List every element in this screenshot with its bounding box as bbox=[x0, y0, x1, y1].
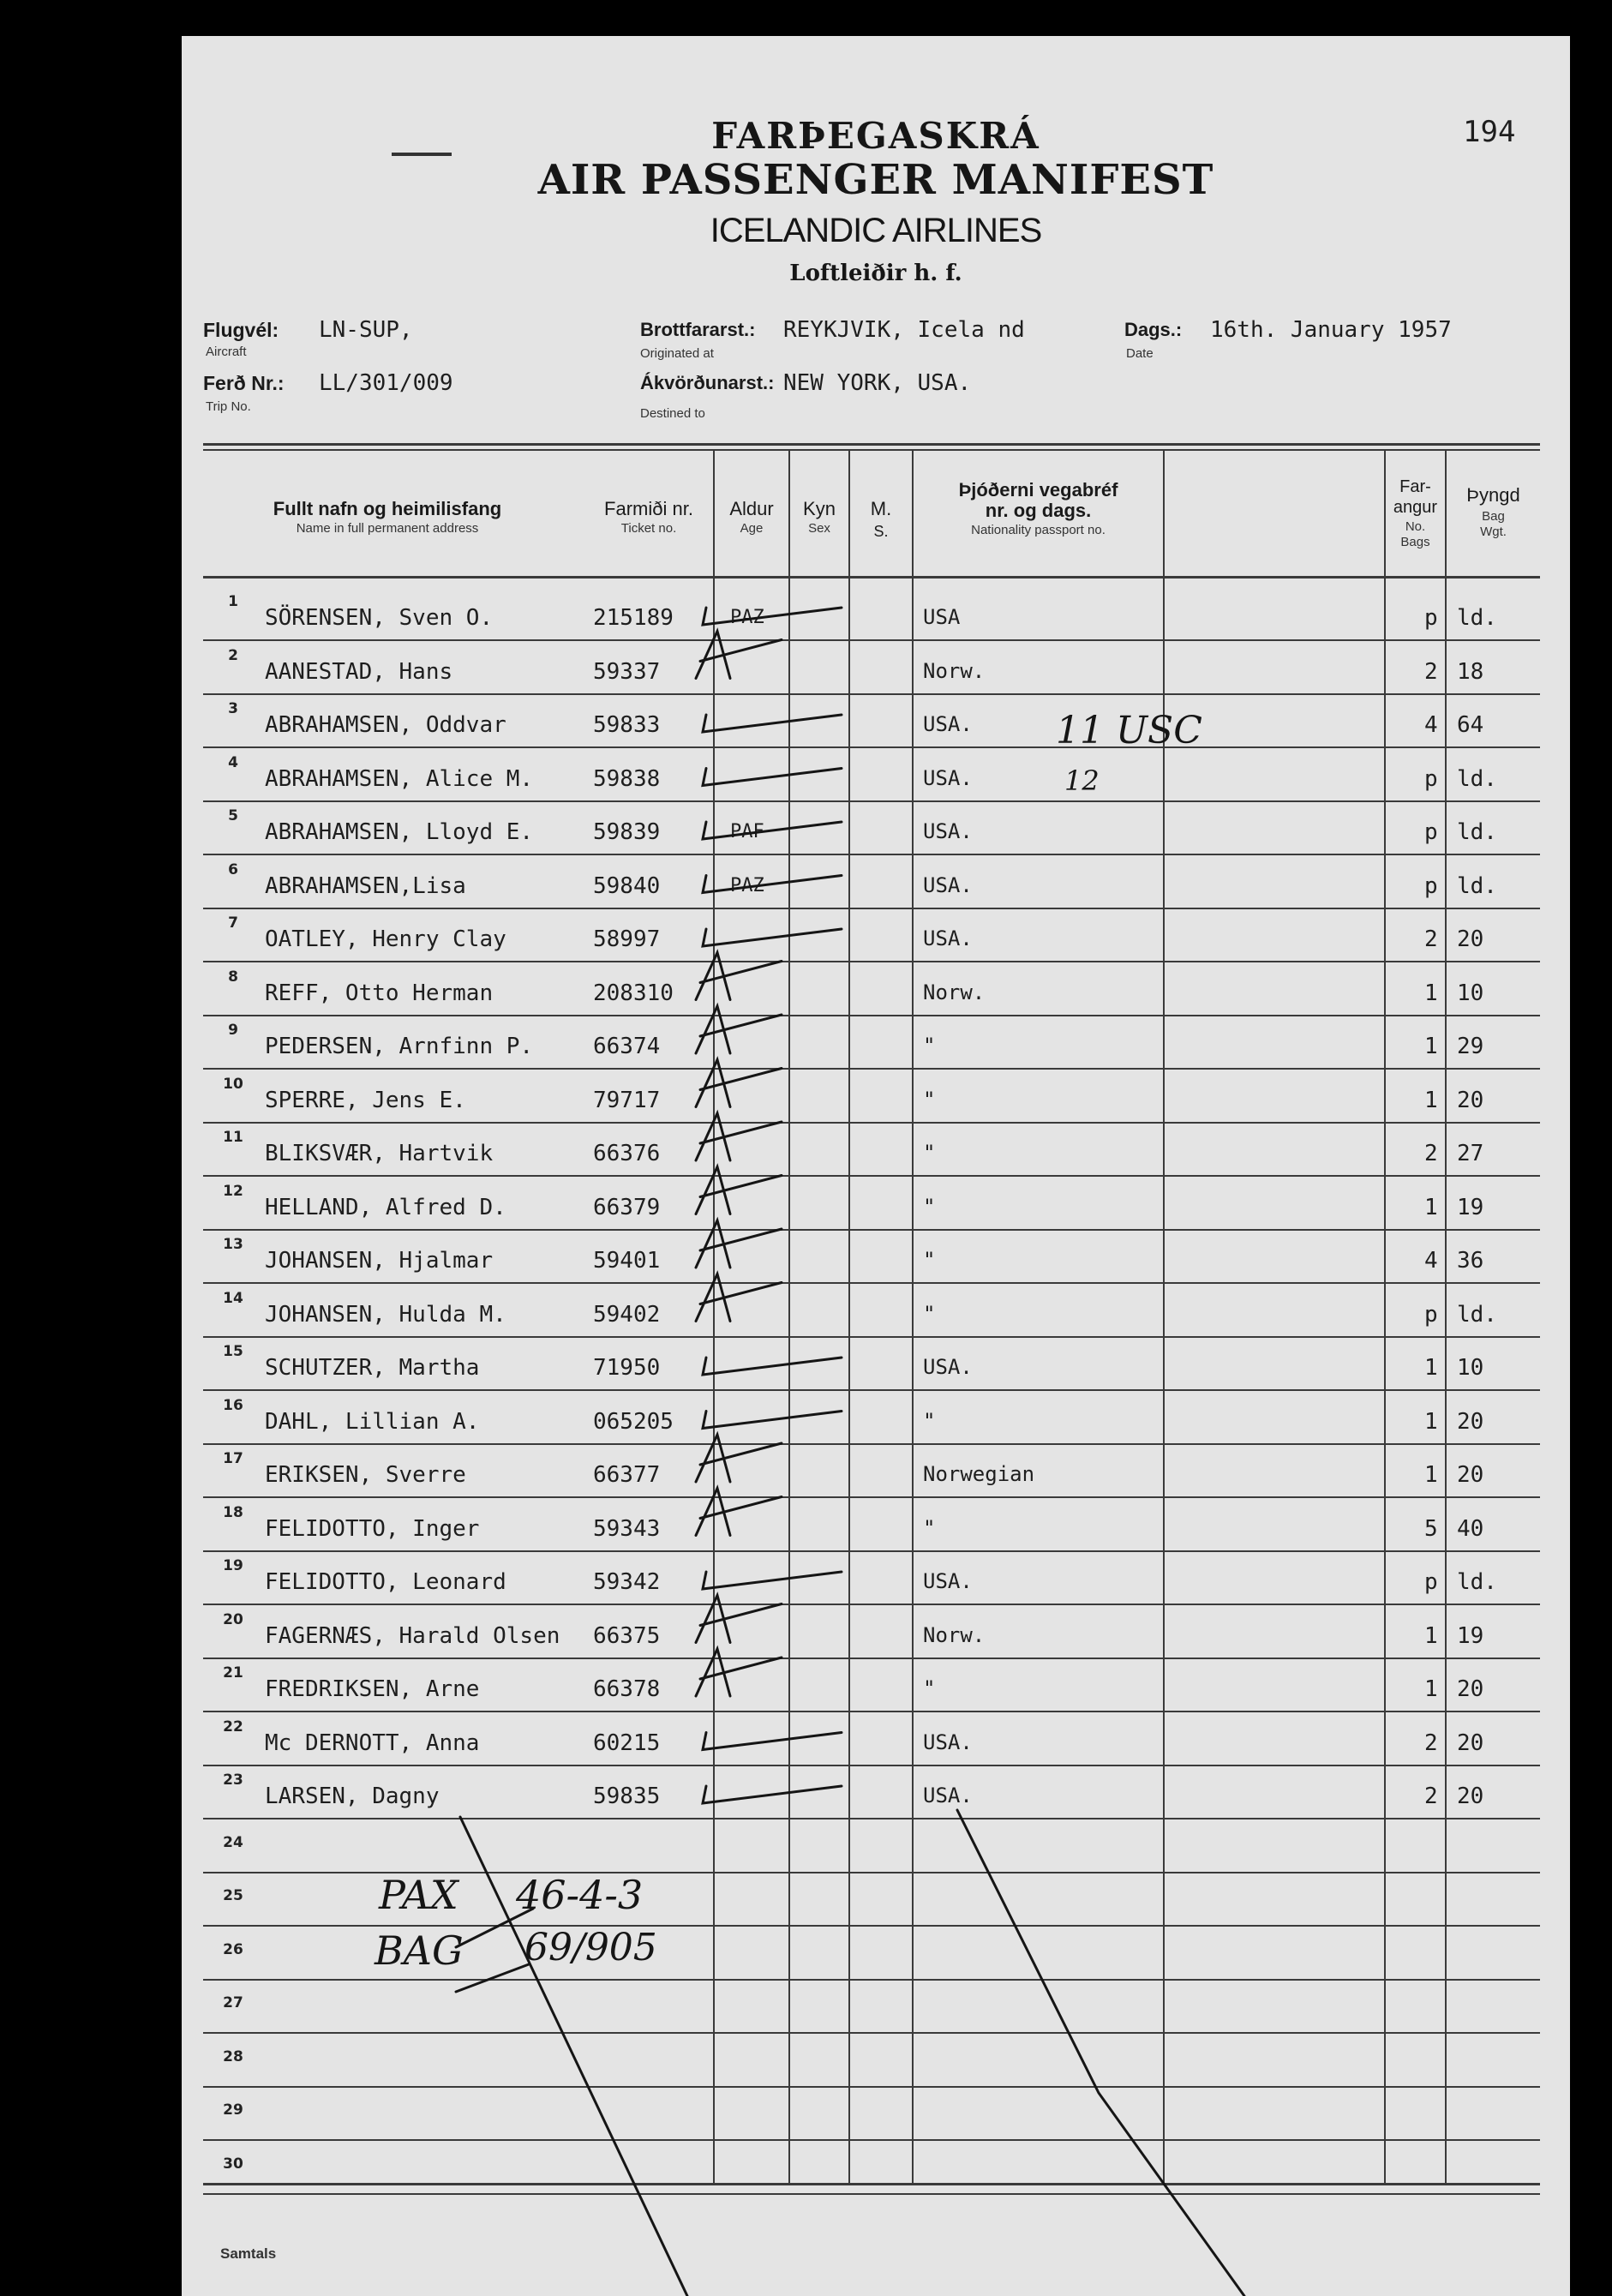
handwritten-pax-label: PAX bbox=[379, 1872, 458, 1918]
age-value: PAF bbox=[730, 821, 764, 842]
ticket-number: 66374 bbox=[593, 1034, 661, 1059]
bag-weight: ld. bbox=[1457, 605, 1497, 631]
bags-count: p bbox=[1424, 819, 1438, 845]
age-value: PAZ bbox=[730, 874, 764, 896]
nationality-value: USA. bbox=[923, 765, 973, 790]
bags-count: 2 bbox=[1424, 1783, 1438, 1809]
row-number: 10 bbox=[223, 1075, 243, 1093]
handwritten-check-mark bbox=[703, 1733, 842, 1750]
row-number: 9 bbox=[228, 1022, 238, 1039]
handwritten-a-mark bbox=[696, 1060, 782, 1107]
header-nationality-sub: Nationality passport no. bbox=[971, 523, 1106, 537]
header-name-sub: Name in full permanent address bbox=[296, 521, 479, 536]
bags-count: 1 bbox=[1424, 1462, 1438, 1488]
row-number: 30 bbox=[223, 2155, 243, 2173]
bags-count: 1 bbox=[1424, 1087, 1438, 1113]
bag-weight: 36 bbox=[1457, 1248, 1484, 1274]
nationality-value: USA. bbox=[923, 872, 973, 897]
bag-weight: ld. bbox=[1457, 1301, 1497, 1328]
bags-count: 5 bbox=[1424, 1515, 1438, 1542]
bags-count: 1 bbox=[1424, 1194, 1438, 1220]
ticket-number: 59835 bbox=[593, 1783, 661, 1809]
handwritten-12: 12 bbox=[1064, 764, 1100, 797]
row-number: 14 bbox=[223, 1289, 243, 1307]
handwritten-bag-label: BAG bbox=[375, 1927, 464, 1974]
bags-count: p bbox=[1424, 872, 1438, 899]
row-number: 11 bbox=[223, 1129, 243, 1146]
row-number: 21 bbox=[223, 1664, 243, 1682]
ticket-number: 59838 bbox=[593, 765, 661, 792]
ticket-number: 59401 bbox=[593, 1248, 661, 1274]
nationality-value: Norw. bbox=[923, 1622, 986, 1647]
handwritten-bag-count: 69/905 bbox=[524, 1926, 657, 1969]
passenger-name: SCHUTZER, Martha bbox=[265, 1355, 480, 1381]
destination-value: NEW YORK, USA. bbox=[783, 370, 972, 396]
bags-count: 1 bbox=[1424, 1622, 1438, 1649]
passenger-name: OATLEY, Henry Clay bbox=[265, 926, 506, 952]
row-number: 3 bbox=[228, 700, 238, 717]
title-english: AIR PASSENGER MANIFEST bbox=[537, 156, 1214, 204]
bag-weight: 10 bbox=[1457, 1355, 1484, 1381]
handwritten-check-mark bbox=[703, 769, 842, 786]
ticket-number: 59840 bbox=[593, 872, 661, 899]
nationality-value: " bbox=[923, 1301, 936, 1326]
bag-weight: 20 bbox=[1457, 926, 1484, 952]
nationality-value: " bbox=[923, 1248, 936, 1272]
ticket-number: 60215 bbox=[593, 1729, 661, 1756]
bags-count: 4 bbox=[1424, 1248, 1438, 1274]
handwritten-a-mark bbox=[696, 1435, 782, 1482]
handwritten-check-mark bbox=[703, 608, 842, 625]
handwritten-a-mark bbox=[696, 1167, 782, 1214]
nationality-value: " bbox=[923, 1408, 936, 1433]
passenger-name: LARSEN, Dagny bbox=[265, 1783, 440, 1809]
bags-count: 2 bbox=[1424, 658, 1438, 685]
row-number: 18 bbox=[223, 1503, 243, 1521]
row-number: 25 bbox=[223, 1887, 243, 1904]
header-nationality-line2: nr. og dags. bbox=[985, 500, 1092, 521]
row-number: 15 bbox=[223, 1343, 243, 1360]
bag-weight: 18 bbox=[1457, 658, 1484, 685]
passenger-name: FELIDOTTO, Leonard bbox=[265, 1569, 506, 1595]
header-bags-line1: Far- bbox=[1399, 477, 1431, 496]
date-label: Dags.: bbox=[1124, 319, 1183, 340]
row-number: 4 bbox=[228, 753, 238, 771]
passenger-name: JOHANSEN, Hjalmar bbox=[265, 1248, 494, 1274]
bags-count: 1 bbox=[1424, 1676, 1438, 1702]
header-weight-sub: Bag bbox=[1482, 509, 1505, 524]
bags-count: 2 bbox=[1424, 1729, 1438, 1756]
ticket-number: 66378 bbox=[593, 1676, 661, 1702]
trip-sublabel: Trip No. bbox=[206, 399, 251, 414]
row-number: 8 bbox=[228, 968, 238, 986]
passenger-name: AANESTAD, Hans bbox=[265, 658, 453, 685]
destination-sublabel: Destined to bbox=[640, 406, 705, 421]
nationality-value: USA. bbox=[923, 1569, 973, 1593]
passenger-name: SÖRENSEN, Sven O. bbox=[265, 605, 494, 631]
bag-weight: ld. bbox=[1457, 1569, 1497, 1595]
airline-subname: Loftleiðir h. f. bbox=[789, 261, 962, 286]
handwritten-a-mark bbox=[696, 953, 782, 1000]
airline-name: ICELANDIC AIRLINES bbox=[710, 212, 1042, 249]
nationality-value: " bbox=[923, 1034, 936, 1058]
strike-line-right bbox=[957, 1810, 1244, 2296]
header-age-sub: Age bbox=[740, 521, 764, 536]
handwritten-usc: 11 USC bbox=[1056, 709, 1202, 752]
handwritten-check-mark bbox=[703, 1412, 842, 1429]
row-number: 5 bbox=[228, 807, 238, 824]
bag-weight: 20 bbox=[1457, 1676, 1484, 1702]
header-ms: M. bbox=[870, 498, 892, 519]
header-ticket: Farmiði nr. bbox=[604, 498, 693, 519]
ticket-number: 59343 bbox=[593, 1515, 661, 1542]
bags-count: p bbox=[1424, 765, 1438, 792]
passenger-name: SPERRE, Jens E. bbox=[265, 1087, 466, 1113]
passenger-name: ABRAHAMSEN, Alice M. bbox=[265, 765, 534, 792]
header-bags-sub2: Bags bbox=[1400, 535, 1430, 549]
passenger-name: FREDRIKSEN, Arne bbox=[265, 1676, 480, 1702]
bag-weight: 27 bbox=[1457, 1141, 1484, 1166]
row-number: 19 bbox=[223, 1557, 243, 1574]
header-sex: Kyn bbox=[803, 498, 836, 519]
bags-count: 1 bbox=[1424, 1408, 1438, 1435]
row-number: 12 bbox=[223, 1182, 243, 1200]
nationality-value: USA. bbox=[923, 926, 973, 950]
header-sex-sub: Sex bbox=[808, 521, 830, 536]
row-number: 27 bbox=[223, 1994, 243, 2011]
row-number: 2 bbox=[228, 646, 238, 664]
bags-count: p bbox=[1424, 1301, 1438, 1328]
ticket-number: 59402 bbox=[593, 1301, 661, 1328]
aircraft-label: Flugvél: bbox=[203, 319, 279, 341]
row-number: 16 bbox=[223, 1396, 243, 1414]
header-nationality-line1: Þjóðerni vegabréf bbox=[958, 479, 1118, 501]
ticket-number: 065205 bbox=[593, 1408, 674, 1435]
handwritten-check-mark bbox=[703, 929, 842, 946]
handwriting-layer bbox=[182, 36, 1570, 2296]
header-bags-line2: angur bbox=[1393, 498, 1438, 517]
handwritten-check-mark bbox=[703, 822, 842, 839]
nationality-value: USA. bbox=[923, 1355, 973, 1379]
passenger-name: BLIKSVÆR, Hartvik bbox=[265, 1141, 494, 1166]
bag-weight: 20 bbox=[1457, 1087, 1484, 1113]
bags-count: 2 bbox=[1424, 1141, 1438, 1166]
bag-weight: 19 bbox=[1457, 1194, 1484, 1220]
bag-weight: 10 bbox=[1457, 980, 1484, 1006]
bag-weight: 20 bbox=[1457, 1462, 1484, 1488]
bag-weight: ld. bbox=[1457, 872, 1497, 899]
nationality-value: USA bbox=[923, 605, 961, 629]
header-ticket-sub: Ticket no. bbox=[620, 521, 677, 536]
bag-weight: 20 bbox=[1457, 1408, 1484, 1435]
origin-value: REYKJVIK, Icela nd bbox=[783, 317, 1025, 343]
origin-label: Brottfararst.: bbox=[640, 319, 756, 340]
row-number: 24 bbox=[223, 1833, 243, 1851]
nationality-value: USA. bbox=[923, 1783, 973, 1807]
handwritten-a-mark bbox=[696, 1649, 782, 1696]
ticket-number: 66375 bbox=[593, 1622, 661, 1649]
ticket-number: 59833 bbox=[593, 712, 661, 738]
aircraft-sublabel: Aircraft bbox=[206, 345, 247, 359]
bags-count: 1 bbox=[1424, 1034, 1438, 1059]
passenger-name: ERIKSEN, Sverre bbox=[265, 1462, 466, 1488]
nationality-value: USA. bbox=[923, 712, 973, 736]
ticket-number: 79717 bbox=[593, 1087, 661, 1113]
nationality-value: " bbox=[923, 1087, 936, 1112]
header-weight: Þyngd bbox=[1466, 484, 1520, 506]
row-number: 26 bbox=[223, 1940, 243, 1958]
handwritten-check-mark bbox=[703, 1358, 842, 1375]
ticket-number: 59337 bbox=[593, 658, 661, 685]
bag-weight: 19 bbox=[1457, 1622, 1484, 1649]
bag-weight: ld. bbox=[1457, 819, 1497, 845]
ticket-number: 58997 bbox=[593, 926, 661, 952]
header-ms-sub: S. bbox=[873, 523, 889, 540]
ticket-number: 208310 bbox=[593, 980, 674, 1006]
row-number: 13 bbox=[223, 1236, 243, 1253]
nationality-value: Norw. bbox=[923, 980, 986, 1004]
bag-weight: 40 bbox=[1457, 1515, 1484, 1542]
passenger-name: DAHL, Lillian A. bbox=[265, 1408, 480, 1435]
passenger-name: REFF, Otto Herman bbox=[265, 980, 494, 1006]
date-sublabel: Date bbox=[1126, 346, 1154, 361]
header-bags-sub: No. bbox=[1405, 519, 1426, 534]
row-number: 7 bbox=[228, 914, 238, 932]
handwritten-a-mark bbox=[696, 1006, 782, 1053]
destination-label: Ákvörðunarst.: bbox=[640, 372, 775, 393]
passenger-name: ABRAHAMSEN, Oddvar bbox=[265, 712, 506, 738]
handwritten-a-mark bbox=[696, 1220, 782, 1268]
footer-label: Samtals bbox=[220, 2245, 277, 2262]
handwritten-pax-count: 46-4-3 bbox=[516, 1872, 644, 1918]
bags-count: 2 bbox=[1424, 926, 1438, 952]
handwritten-a-mark bbox=[696, 632, 782, 679]
aircraft-value: LN-SUP, bbox=[319, 317, 413, 343]
bags-count: p bbox=[1424, 1569, 1438, 1595]
nationality-value: USA. bbox=[923, 819, 973, 843]
bags-count: 1 bbox=[1424, 980, 1438, 1006]
bags-count: 4 bbox=[1424, 712, 1438, 738]
header-name: Fullt nafn og heimilisfang bbox=[273, 498, 502, 519]
ticket-number: 66377 bbox=[593, 1462, 661, 1488]
bags-count: 1 bbox=[1424, 1355, 1438, 1381]
ticket-number: 71950 bbox=[593, 1355, 661, 1381]
row-number: 22 bbox=[223, 1718, 243, 1735]
page-number: 194 bbox=[1463, 115, 1516, 149]
passenger-name: PEDERSEN, Arnfinn P. bbox=[265, 1034, 534, 1059]
handwritten-a-mark bbox=[696, 1596, 782, 1643]
passenger-name: FAGERNÆS, Harald Olsen bbox=[265, 1622, 560, 1649]
nationality-value: " bbox=[923, 1194, 936, 1219]
handwritten-a-mark bbox=[696, 1489, 782, 1536]
bag-weight: ld. bbox=[1457, 765, 1497, 792]
title-icelandic: FARÞEGASKRÁ bbox=[711, 115, 1040, 157]
nationality-value: Norw. bbox=[923, 658, 986, 683]
row-number: 1 bbox=[228, 593, 238, 610]
header-weight-sub2: Wgt. bbox=[1480, 525, 1507, 539]
bags-count: p bbox=[1424, 605, 1438, 631]
bag-weight: 20 bbox=[1457, 1729, 1484, 1756]
nationality-value: " bbox=[923, 1141, 936, 1165]
row-number: 20 bbox=[223, 1610, 243, 1628]
row-number: 17 bbox=[223, 1450, 243, 1467]
row-number: 23 bbox=[223, 1771, 243, 1789]
trip-value: LL/301/009 bbox=[319, 370, 453, 396]
passenger-name: HELLAND, Alfred D. bbox=[265, 1194, 506, 1220]
origin-sublabel: Originated at bbox=[640, 346, 714, 361]
date-value: 16th. January 1957 bbox=[1210, 317, 1452, 343]
ticket-number: 215189 bbox=[593, 605, 674, 631]
manifest-sheet bbox=[182, 36, 1570, 2296]
row-number: 29 bbox=[223, 2101, 243, 2119]
nationality-value: " bbox=[923, 1676, 936, 1700]
handwritten-check-mark bbox=[703, 1572, 842, 1589]
passenger-name: Mc DERNOTT, Anna bbox=[265, 1729, 480, 1756]
passenger-name: FELIDOTTO, Inger bbox=[265, 1515, 480, 1542]
bag-weight: 64 bbox=[1457, 712, 1484, 738]
row-number: 6 bbox=[228, 860, 238, 878]
row-number: 28 bbox=[223, 2047, 243, 2065]
passenger-name: ABRAHAMSEN,Lisa bbox=[265, 872, 466, 899]
ticket-number: 59342 bbox=[593, 1569, 661, 1595]
handwritten-check-mark bbox=[703, 1786, 842, 1803]
handwritten-check-mark bbox=[703, 715, 842, 732]
passenger-name: ABRAHAMSEN, Lloyd E. bbox=[265, 819, 534, 845]
handwritten-a-mark bbox=[696, 1113, 782, 1160]
ticket-number: 66379 bbox=[593, 1194, 661, 1220]
ticket-number: 66376 bbox=[593, 1141, 661, 1166]
passenger-name: JOHANSEN, Hulda M. bbox=[265, 1301, 506, 1328]
trip-label: Ferð Nr.: bbox=[203, 372, 285, 394]
ticket-number: 59839 bbox=[593, 819, 661, 845]
handwritten-a-mark bbox=[696, 1274, 782, 1322]
header-age: Aldur bbox=[729, 498, 774, 519]
nationality-value: " bbox=[923, 1515, 936, 1540]
nationality-value: USA. bbox=[923, 1729, 973, 1754]
age-value: PAZ bbox=[730, 607, 764, 628]
bag-weight: 29 bbox=[1457, 1034, 1484, 1059]
bag-weight: 20 bbox=[1457, 1783, 1484, 1809]
handwritten-check-mark bbox=[703, 876, 842, 893]
nationality-value: Norwegian bbox=[923, 1462, 1035, 1486]
